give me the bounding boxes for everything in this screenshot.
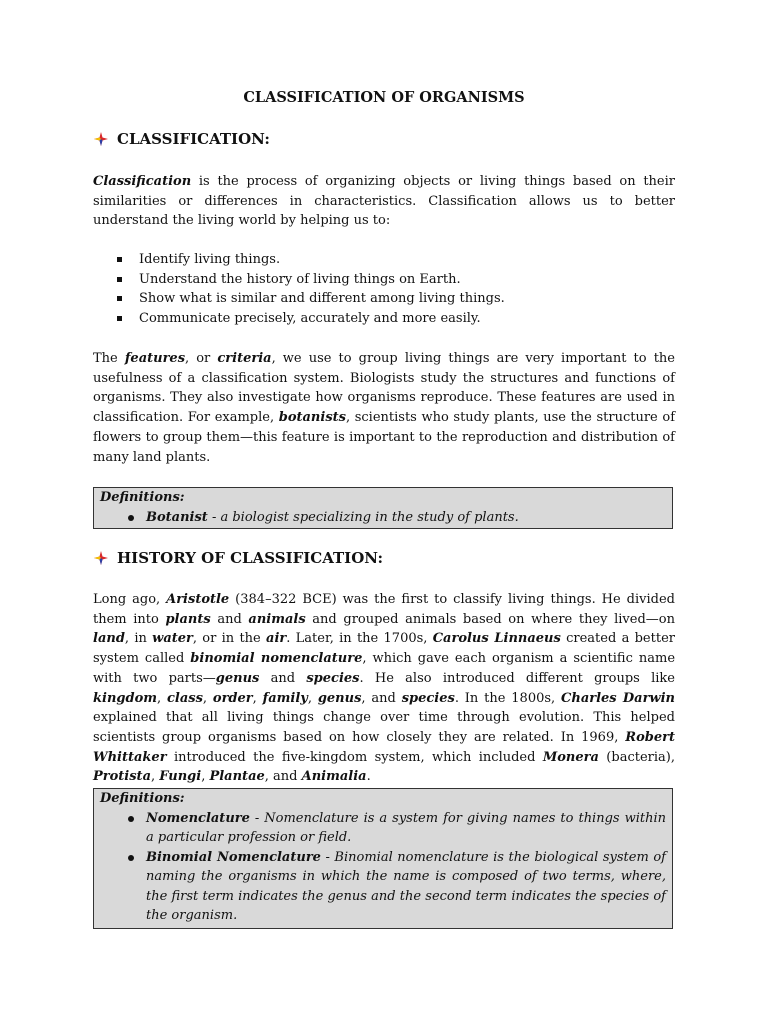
definitions-box-nomenclature [93, 788, 673, 929]
classification-uses-list [93, 250, 675, 329]
text-run: , [201, 769, 210, 785]
term-botanists: botanists [278, 410, 346, 426]
term-species: species [306, 670, 360, 686]
term-plantae: Plantae [209, 769, 265, 785]
text-run: and [259, 670, 307, 686]
definitions-list [100, 809, 666, 926]
text-run: introduced the five-kingdom system, which included [166, 749, 543, 765]
term-monera: Monera [542, 749, 599, 765]
term-whittaker: Robert Whittaker [93, 729, 675, 765]
list-item-text: Understand the history of living things on Earth. [139, 271, 461, 287]
features-paragraph [93, 349, 675, 467]
document-title: CLASSIFICATION OF ORGANISMS [243, 89, 525, 106]
term-linnaeus: Carolus Linnaeus [432, 631, 561, 647]
square-bullet-icon [117, 257, 122, 262]
list-item [93, 289, 675, 309]
text-run: . He also introduced different groups like [359, 670, 675, 686]
square-bullet-icon [117, 316, 122, 321]
definitions-label: Definitions: [100, 791, 185, 806]
list-item-text: Communicate precisely, accurately and more easily. [139, 311, 481, 327]
four-pointed-star-icon [93, 550, 109, 566]
text-run: created a better system called [93, 631, 675, 667]
definition-text: - Binomial nomenclature is the biological system of naming the organisms in which the name is composed of two terms, where, the first term indicates the genus and the second term indicates the species of the organism. [146, 849, 666, 923]
text-run: (bacteria), [598, 749, 675, 765]
definition-text: - Nomenclature is a system for giving names to things within a particular profession or field. [146, 810, 666, 845]
square-bullet-icon [117, 296, 122, 301]
round-bullet-icon [128, 515, 134, 521]
history-paragraph [93, 590, 675, 787]
section-heading-label: HISTORY OF CLASSIFICATION: [117, 549, 383, 567]
text-run: . [366, 769, 371, 785]
text-run: , [252, 690, 263, 706]
term-species: species [401, 690, 455, 706]
text-run: and grouped animals based on where they lived—on [305, 611, 675, 627]
term-protista: Protista [93, 769, 151, 785]
square-bullet-icon [117, 277, 122, 282]
term-genus: genus [317, 690, 362, 706]
text-run: , scientists who study plants, use the structure of flowers to group them—this feature is important to the reproduction and distribution of many land plants. [93, 410, 676, 465]
definitions-list [100, 508, 666, 528]
term-darwin: Charles Darwin [561, 690, 675, 706]
text-run: explained that all living things change over time through evolution. This helped scientists group organisms based on how closely they are related. In 1969, [93, 710, 675, 745]
definition-item [100, 508, 666, 528]
section-heading-label: CLASSIFICATION: [117, 130, 270, 148]
classification-intro-paragraph [93, 172, 675, 231]
definition-term: Nomenclature [146, 810, 250, 826]
term-fungi: Fungi [159, 769, 202, 785]
round-bullet-icon [128, 855, 134, 861]
term-classification: Classification [93, 174, 192, 189]
list-item-text: Show what is similar and different among living things. [139, 291, 505, 307]
text-run: , and [264, 769, 302, 785]
definition-item [100, 809, 666, 848]
section-heading-history [93, 549, 383, 567]
term-plants: plants [165, 611, 211, 627]
text-run: , in [124, 631, 153, 647]
text-run: , [202, 690, 213, 706]
definitions-label: Definitions: [100, 490, 185, 505]
term-animals: animals [248, 611, 306, 627]
text-run: , or in the [192, 631, 267, 647]
text-run: Long ago, [93, 592, 167, 607]
text-run: , [157, 690, 167, 706]
definition-term: Botanist [146, 509, 208, 525]
section-heading-classification [93, 130, 270, 148]
term-order: order [212, 690, 253, 706]
term-water: water [152, 631, 193, 647]
list-item [93, 309, 675, 329]
four-pointed-star-icon [93, 131, 109, 147]
term-aristotle: Aristotle [166, 592, 230, 607]
text-run: , and [361, 690, 402, 706]
text-run: , or [185, 351, 218, 366]
definition-text: - a biologist specializing in the study of plants. [207, 509, 519, 525]
text-run: The [93, 351, 125, 366]
term-family: family [262, 690, 308, 706]
text-run: , we use to group living things are very important to the usefulness of a classification system. Biologists study the structures and functions of organisms. They also investigate how organisms reproduce. These features are used in classification. For example, [93, 351, 675, 426]
definition-term: Binomial Nomenclature [146, 849, 321, 865]
list-item-text: Identify living things. [139, 252, 281, 267]
term-features: features [124, 351, 186, 366]
term-animalia: Animalia [301, 769, 367, 785]
term-genus: genus [215, 670, 260, 686]
text-run: , [151, 769, 160, 785]
term-binomial-nomenclature: binomial nomenclature [190, 651, 363, 667]
term-kingdom: kingdom [93, 690, 158, 706]
term-class: class [167, 690, 203, 706]
text-run: . In the 1800s, [454, 690, 562, 706]
text-run: and [210, 611, 249, 627]
text-run: , which gave each organism a scientific name with two parts— [93, 651, 676, 686]
list-item [93, 250, 675, 270]
round-bullet-icon [128, 816, 134, 822]
text-run: (384–322 BCE) was the first to classify living things. He divided them into [93, 592, 675, 627]
intro-text: is the process of organizing objects or living things based on their similarities or differences in characteristics. Classification allows us to better understand the living world by helping us to: [93, 174, 675, 229]
term-land: land [93, 631, 125, 647]
text-run: . Later, in the 1700s, [286, 631, 433, 647]
list-item [93, 270, 675, 290]
definition-item [100, 848, 666, 926]
definitions-box-botanist [93, 487, 673, 529]
term-criteria: criteria [217, 351, 272, 366]
text-run: , [307, 690, 318, 706]
term-air: air [266, 631, 287, 647]
